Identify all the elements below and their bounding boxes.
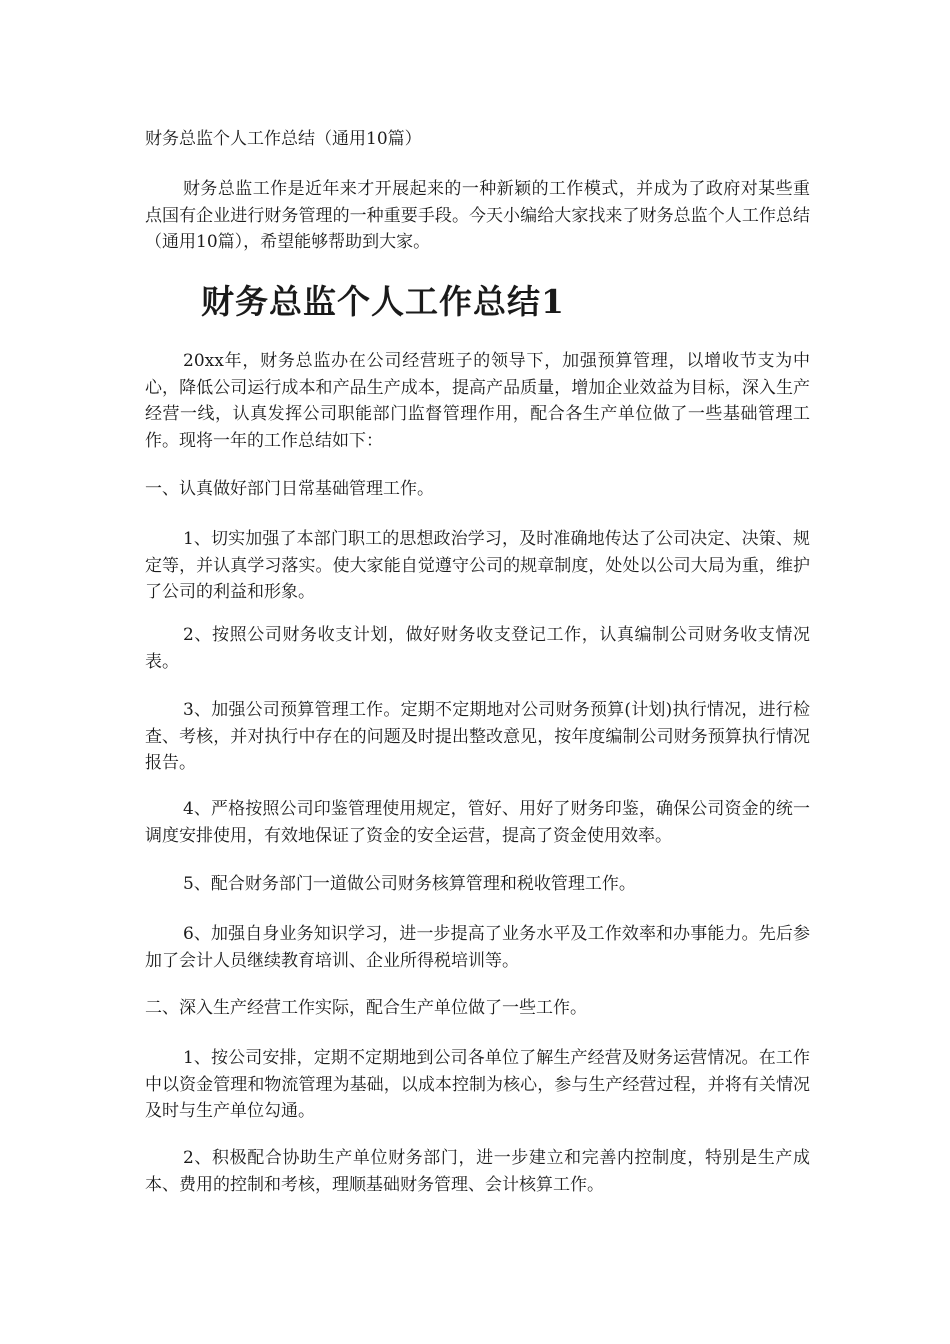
- paragraph-item-2-1: 1、按公司安排，定期不定期地到公司各单位了解生产经营及财务运营情况。在工作中以资金管理和物流管理为基础，以成本控制为核心，参与生产经营过程，并将有关情况及时与生产单位勾通。: [145, 1048, 810, 1121]
- paragraph-item-1-5: 5、配合财务部门一道做公司财务核算管理和税收管理工作。: [183, 874, 636, 894]
- section-title-1: 一、认真做好部门日常基础管理工作。: [145, 479, 434, 499]
- document-title: 财务总监个人工作总结（通用10篇）: [145, 129, 422, 149]
- paragraph-item-2-2: 2、积极配合协助生产单位财务部门，进一步建立和完善内控制度，特别是生产成本、费用的控制和考核，理顺基础财务管理、会计核算工作。: [145, 1148, 810, 1195]
- paragraph-item-1-1: 1、切实加强了本部门职工的思想政治学习，及时准确地传达了公司决定、决策、规定等，并认真学习落实。使大家能自觉遵守公司的规章制度，处处以公司大局为重，维护了公司的利益和形象。: [145, 529, 810, 602]
- section-heading: 财务总监个人工作总结1: [201, 282, 565, 321]
- paragraph-item-1-4: 4、严格按照公司印鉴管理使用规定，管好、用好了财务印鉴，确保公司资金的统一调度安排使用，有效地保证了资金的安全运营，提高了资金使用效率。: [145, 799, 810, 846]
- paragraph-item-1-2: 2、按照公司财务收支计划，做好财务收支登记工作，认真编制公司财务收支情况表。: [145, 625, 810, 672]
- intro-paragraph: 财务总监工作是近年来才开展起来的一种新颖的工作模式，并成为了政府对某些重点国有企业进行财务管理的一种重要手段。今天小编给大家找来了财务总监个人工作总结（通用10篇），希望能够帮助到大家。: [145, 179, 810, 252]
- paragraph-item-1-3: 3、加强公司预算管理工作。定期不定期地对公司财务预算(计划)执行情况，进行检查、考核，并对执行中存在的问题及时提出整改意见，按年度编制公司财务预算执行情况报告。: [145, 700, 810, 773]
- paragraph-summary: 20xx年，财务总监办在公司经营班子的领导下，加强预算管理，以增收节支为中心，降低公司运行成本和产品生产成本，提高产品质量，增加企业效益为目标，深入生产经营一线，认真发挥公司职能部门监督管理作用，配合各生产单位做了一些基础管理工作。现将一年的工作总结如下：: [145, 351, 810, 451]
- paragraph-item-1-6: 6、加强自身业务知识学习，进一步提高了业务水平及工作效率和办事能力。先后参加了会计人员继续教育培训、企业所得税培训等。: [145, 924, 810, 971]
- section-title-2: 二、深入生产经营工作实际，配合生产单位做了一些工作。: [145, 998, 587, 1018]
